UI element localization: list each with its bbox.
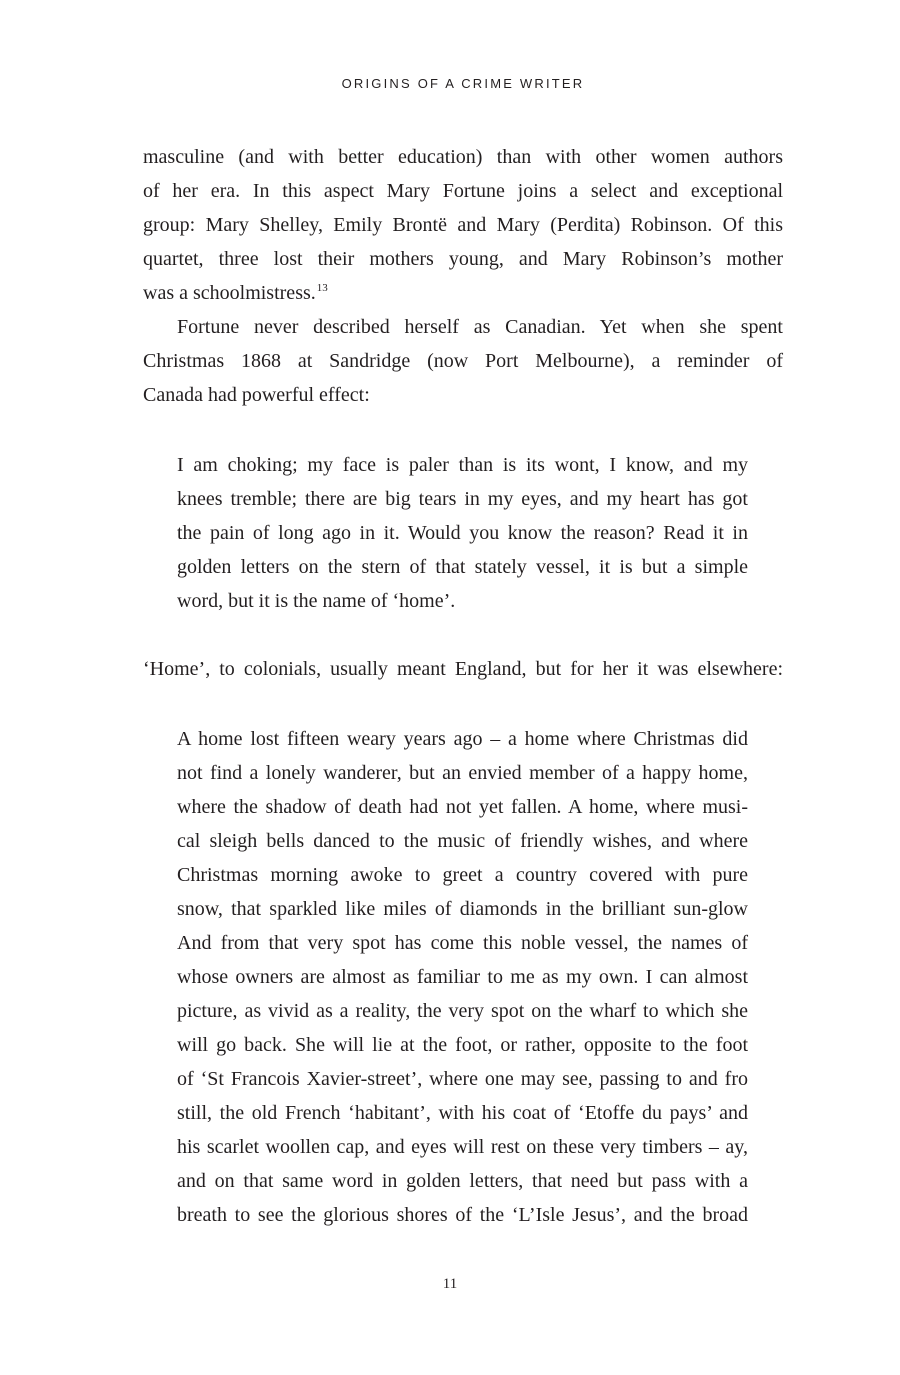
text-line: quartet, three lost their mothers young, and Mary Robinson’s mother (143, 248, 783, 270)
footnote-reference: 13 (316, 282, 328, 294)
quote-line: breath to see the glorious shores of the ‘L’Isle Jesus’, and the broad (177, 1204, 748, 1226)
text-line: Canada had powerful effect: (143, 384, 370, 406)
quote-line: not find a lonely wanderer, but an envied member of a happy home, (177, 762, 748, 784)
quote-line: golden letters on the stern of that stately vessel, it is but a simple (177, 556, 748, 578)
quote-line: his scarlet woollen cap, and eyes will rest on these very timbers – ay, (177, 1136, 748, 1158)
quote-line: the pain of long ago in it. Would you know the reason? Read it in (177, 522, 748, 544)
quote-line: And from that very spot has come this noble vessel, the names of (177, 932, 748, 954)
text-line: of her era. In this aspect Mary Fortune joins a select and exceptional (143, 180, 783, 202)
quote-line: will go back. She will lie at the foot, or rather, opposite to the foot (177, 1034, 748, 1056)
page-number: 11 (442, 1276, 458, 1292)
quote-line: where the shadow of death had not yet fallen. A home, where musi- (177, 796, 748, 818)
text-line: ‘Home’, to colonials, usually meant England, but for her it was elsewhere: (143, 658, 783, 680)
quote-line: word, but it is the name of ‘home’. (177, 590, 456, 612)
quote-line: cal sleigh bells danced to the music of friendly wishes, and where (177, 830, 748, 852)
quote-line: knees tremble; there are big tears in my eyes, and my heart has got (177, 488, 748, 510)
quote-line: I am choking; my face is paler than is its wont, I know, and my (177, 454, 748, 476)
text-line: Christmas 1868 at Sandridge (now Port Melbourne), a reminder of (143, 350, 783, 372)
text-line: was a schoolmistress. (143, 282, 316, 304)
running-head: ORIGINS OF A CRIME WRITER (341, 76, 585, 91)
quote-line: still, the old French ‘habitant’, with his coat of ‘Etoffe du pays’ and (177, 1102, 748, 1124)
text-line: masculine (and with better education) than with other women authors (143, 146, 783, 168)
quote-line: whose owners are almost as familiar to me as my own. I can almost (177, 966, 748, 988)
text-line: Fortune never described herself as Canadian. Yet when she spent (177, 316, 783, 338)
text-line: group: Mary Shelley, Emily Brontë and Mary (Perdita) Robinson. Of this (143, 214, 783, 236)
text-line-last (143, 278, 783, 308)
quote-line: picture, as vivid as a reality, the very spot on the wharf to which she (177, 1000, 748, 1022)
quote-line: snow, that sparkled like miles of diamonds in the brilliant sun-glow (177, 898, 748, 920)
quote-line: A home lost fifteen weary years ago – a home where Christmas did (177, 728, 748, 750)
quote-line: of ‘St Francois Xavier-street’, where one may see, passing to and fro (177, 1068, 748, 1090)
quote-line: and on that same word in golden letters, that need but pass with a (177, 1170, 748, 1192)
quote-line: Christmas morning awoke to greet a country covered with pure (177, 864, 748, 886)
